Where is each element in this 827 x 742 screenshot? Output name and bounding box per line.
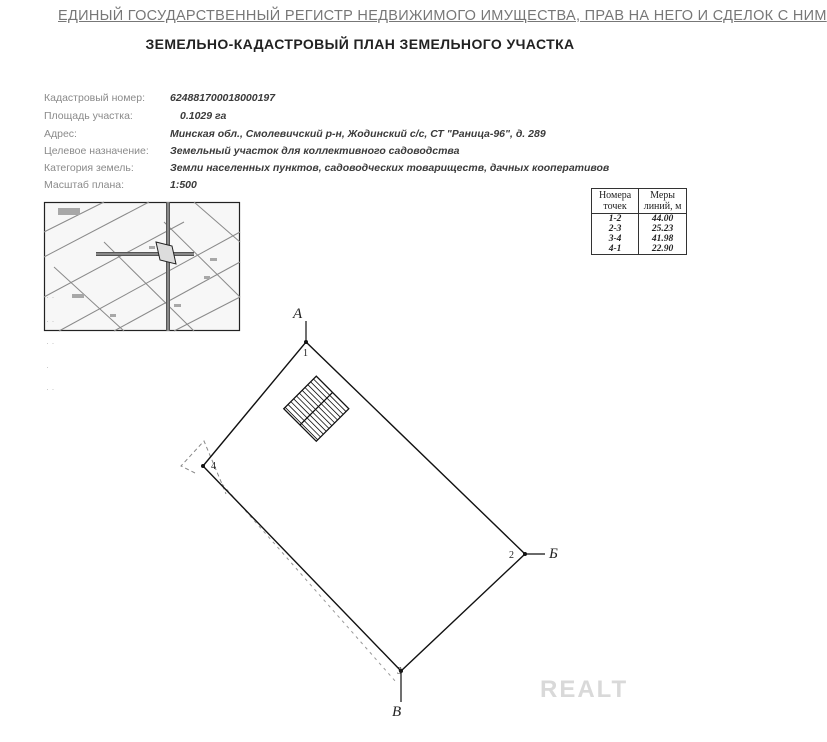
point-number-3: 3 — [397, 666, 402, 677]
table-header-lengths: Меры линий, м — [639, 189, 687, 214]
field-value: 1:500 — [170, 179, 197, 191]
length-cell: 25.23 — [639, 224, 687, 234]
length-cell: 44.00 — [639, 214, 687, 225]
segment-cell: 4-1 — [592, 244, 639, 255]
document-title: ЗЕМЕЛЬНО-КАДАСТРОВЫЙ ПЛАН ЗЕМЕЛЬНОГО УЧАСТКА — [145, 36, 575, 52]
corner-letter-b: Б — [549, 546, 558, 562]
field-value: 0.1029 га — [180, 110, 227, 122]
field-label: Кадастровый номер: — [44, 92, 146, 104]
length-cell: 22.90 — [639, 244, 687, 255]
field-value: Минская обл., Смолевичский р-н, Жодинский с/с, СТ "Раница-96", д. 289 — [170, 128, 546, 140]
field-label: Целевое назначение: — [44, 145, 149, 157]
point-number-1: 1 — [303, 348, 308, 359]
segment-cell: 3-4 — [592, 234, 639, 244]
ghost-text: · — [46, 362, 49, 372]
field-value: 624881700018000197 — [170, 92, 276, 104]
ghost-text: · · — [46, 292, 55, 302]
field-label: Категория земель: — [44, 162, 134, 174]
ghost-text: · · — [46, 316, 55, 326]
field-value: Земли населенных пунктов, садоводческих товариществ, дачных кооперативов — [170, 162, 610, 174]
segment-cell: 2-3 — [592, 224, 639, 234]
field-label: Масштаб плана: — [44, 179, 125, 191]
registry-header: ЕДИНЫЙ ГОСУДАРСТВЕННЫЙ РЕГИСТР НЕДВИЖИМОГО ИМУЩЕСТВА, ПРАВ НА НЕГО И СДЕЛОК С НИМ — [58, 8, 827, 24]
corner-letter-v: В — [392, 704, 402, 720]
corner-letter-a: А — [293, 306, 303, 322]
length-cell: 41.98 — [639, 234, 687, 244]
field-label: Адрес: — [44, 128, 77, 140]
point-number-4: 4 — [211, 461, 216, 472]
field-value: Земельный участок для коллективного садоводства — [170, 145, 460, 157]
watermark-logo: REALT — [540, 676, 629, 703]
point-number-2: 2 — [509, 550, 514, 561]
ghost-text: · · — [46, 384, 55, 394]
ghost-text: · · — [46, 338, 55, 348]
segment-cell: 1-2 — [592, 214, 639, 225]
field-label: Площадь участка: — [44, 110, 133, 122]
table-header-points: Номера точек — [592, 189, 639, 214]
